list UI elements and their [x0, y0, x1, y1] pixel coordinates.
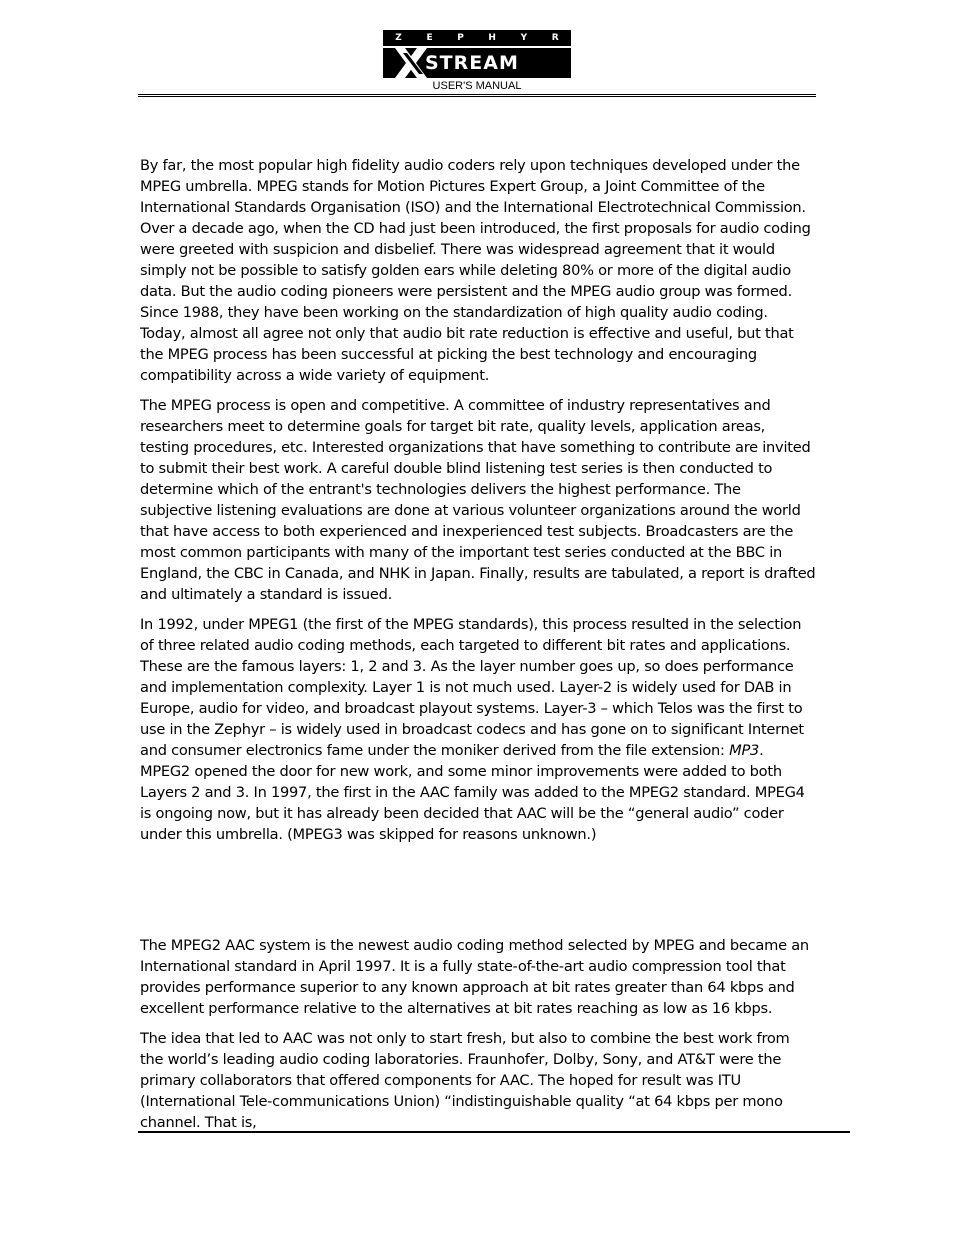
logo-letter: Y — [520, 33, 528, 43]
logo-wordmark — [383, 48, 571, 78]
logo-letter: H — [488, 33, 496, 43]
paragraph: The idea that led to AAC was not only to start fresh, but also to combine the best work from the world’s leading audio coding laboratories. Fraunhofer, Dolby, Sony, and AT&T were the primary collaborators that offered components for AAC. The hoped for result was ITU (International Tele-communications Union) “indistinguishable quality “at 64 kbps per mono channel. That is, — [140, 1030, 790, 1131]
footer-rule — [138, 1131, 850, 1133]
paragraph-text: . MPEG2 opened the door for new work, and some minor improvements were added to both Layers 2 and 3. In 1997, the first in the AAC family was added to the MPEG2 standard. MPEG4 is ongoing now, but it has already been decided that AAC will be the “general audio” coder under this umbrella. (MPEG3 was skipped for reasons unknown.) — [140, 742, 805, 843]
logo-letter: E — [426, 33, 433, 43]
manual-subtitle: USER'S MANUAL — [432, 80, 522, 92]
logo-word: STREAM — [425, 52, 519, 74]
section-mpeg-history — [140, 155, 816, 854]
italic-term: MP3 — [729, 742, 760, 759]
page-header — [138, 28, 816, 98]
logo-letter: Z — [395, 33, 402, 43]
paragraph-text: In 1992, under MPEG1 (the first of the MPEG standards), this process resulted in the selection of three related audio coding methods, each targeted to different bit rates and applications. These are the famous layers: 1, 2 and 3. As the layer number goes up, so does performance and implementation complexity. Layer 1 is not much used. Layer-2 is widely used for DAB in Europe, audio for video, and broadcast playout systems. Layer-3 – which Telos was the first to use in the Zephyr – is widely used in broadcast codecs and has gone on to significant Internet and consumer electronics fame under the moniker derived from the file extension: — [140, 616, 804, 759]
paragraph — [140, 614, 816, 845]
paragraph: The MPEG2 AAC system is the newest audio coding method selected by MPEG and became an International standard in April 1997. It is a fully state-of-the-art audio compression tool that provides performance superior to any known approach at bit rates greater than 64 kbps and excellent performance relative to the alternatives at bit rates reaching as low as 16 kbps. — [140, 937, 809, 1017]
section-mpeg2-aac — [140, 935, 816, 1142]
paragraph: By far, the most popular high fidelity audio coders rely upon techniques developed under the MPEG umbrella. MPEG stands for Motion Pictures Expert Group, a Joint Committee of the International Standards Organisation (ISO) and the International Electrotechnical Commission. Over a decade ago, when the CD had just been introduced, the first proposals for audio coding were greeted with suspicion and disbelief. There was widespread agreement that it would simply not be possible to satisfy golden ears while deleting 80% or more of the digital audio data. But the audio coding pioneers were persistent and the MPEG audio group was formed. Since 1988, they have been working on the standardization of high quality audio coding. Today, almost all agree not only that audio bit rate reduction is effective and useful, but that the MPEG process has been successful at picking the best technology and encouraging compatibility across a wide variety of equipment. — [140, 157, 811, 384]
logo-letter: R — [551, 33, 559, 43]
zephyr-xstream-logo — [383, 30, 571, 78]
logo-letter-strip — [383, 30, 571, 46]
logo-letter: P — [457, 33, 464, 43]
logo-x-mark-icon — [393, 46, 429, 80]
paragraph: The MPEG process is open and competitive. A committee of industry representatives and researchers meet to determine goals for target bit rate, quality levels, application areas, testing procedures, etc. Interested organizations that have something to contribute are invited to submit their best work. A careful double blind listening test series is then conducted to determine which of the entrant's technologies delivers the highest performance. The subjective listening evaluations are done at various volunteer organizations around the world that have access to both experienced and inexperienced test subjects. Broadcasters are the most common participants with many of the important test series conducted at the BBC in England, the CBC in Canada, and NHK in Japan. Finally, results are tabulated, a report is drafted and ultimately a standard is issued. — [140, 397, 816, 603]
header-rule — [138, 94, 816, 97]
